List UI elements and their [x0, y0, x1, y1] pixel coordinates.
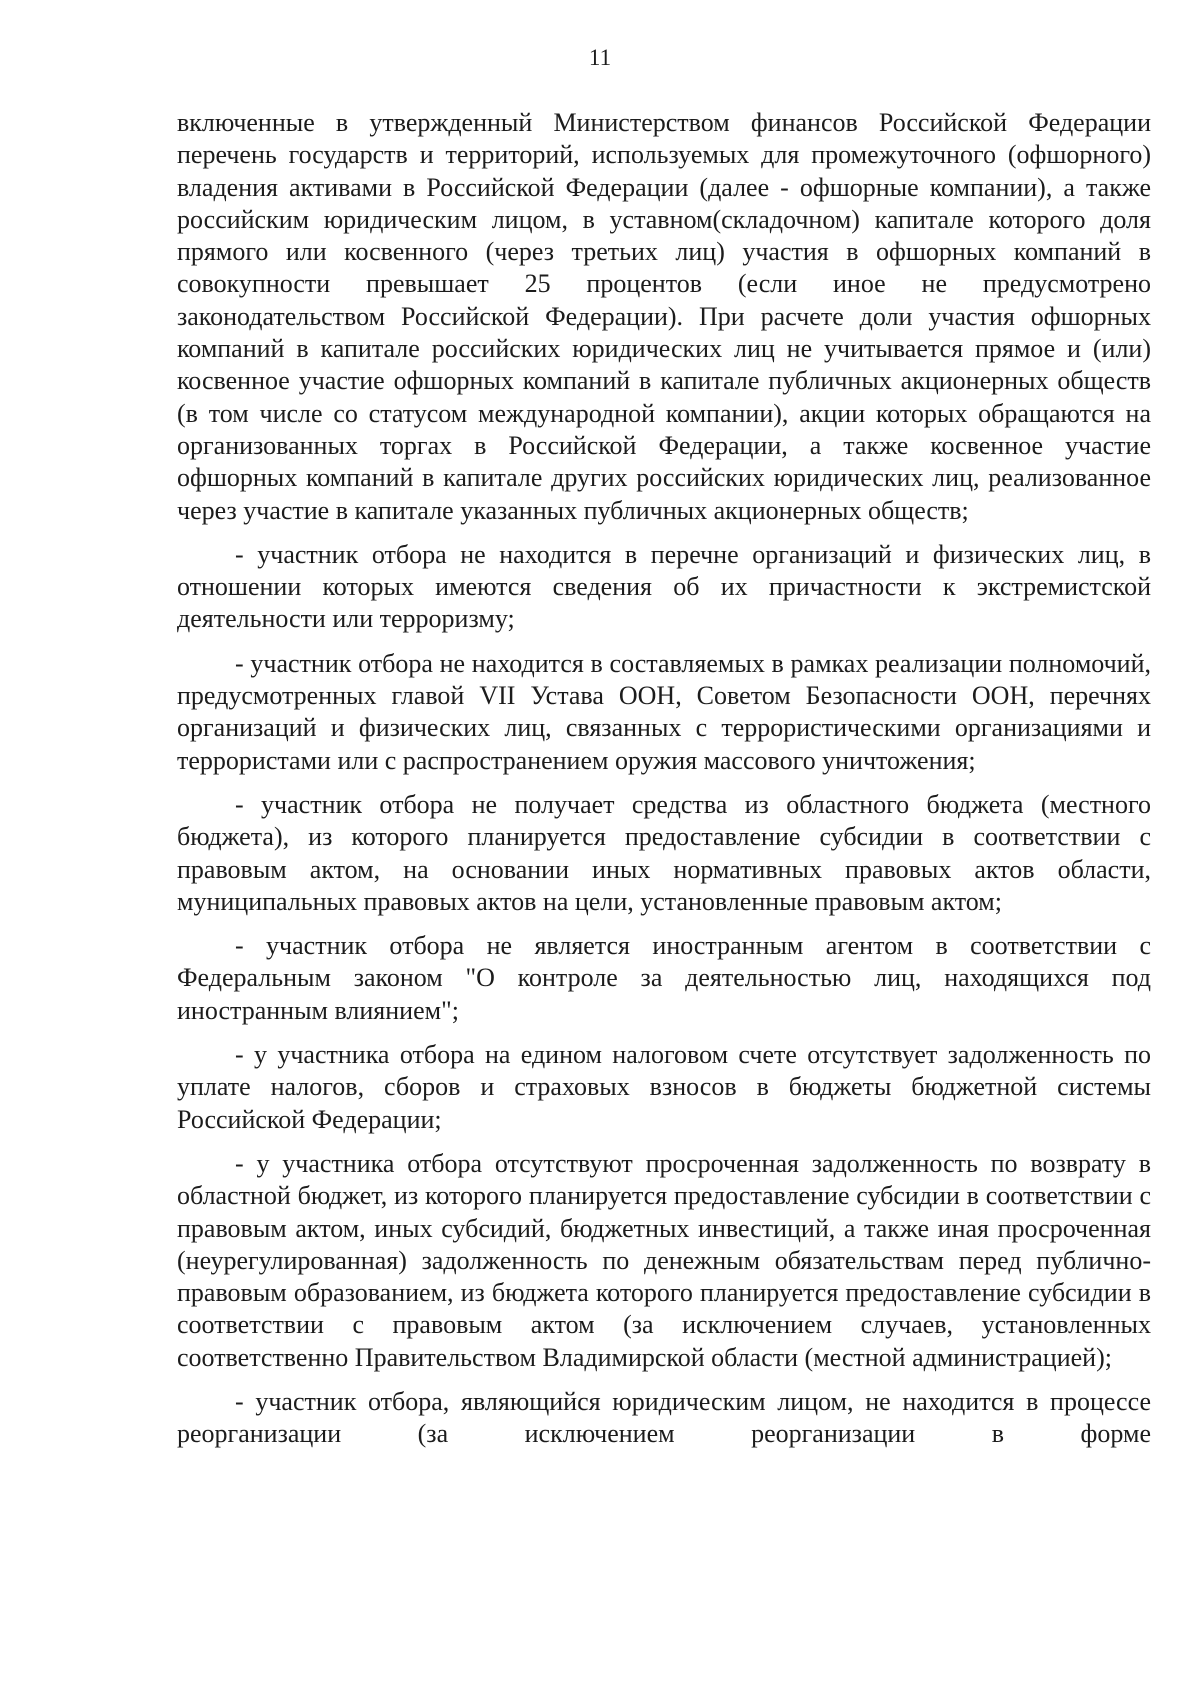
- paragraph-foreign-agent: - участник отбора не является иностранным агентом в соответствии с Федеральным законом "О контроле за деятельностью лиц, находящихся под иностранным влиянием";: [177, 931, 1151, 1025]
- paragraph-un-sanctions: - участник отбора не находится в составляемых в рамках реализации полномочий, предусмотренных главой VII Устава ООН, Советом Безопасности ООН, перечнях организаций и физических лиц, связанных с террористическими организациями и террористами или с распространением оружия массового уничтожения;: [177, 648, 1151, 775]
- paragraph-extremism: - участник отбора не находится в перечне организаций и физических лиц, в отношении которых имеются сведения об их причастности к экстремистской деятельности или терроризму;: [177, 539, 1151, 634]
- paragraph-reorganization: - участник отбора, являющийся юридическим лицом, не находится в процессе реорганизации (за исключением реорганизации в форме: [177, 1386, 1151, 1449]
- paragraph-overdue-debt: - у участника отбора отсутствуют просроченная задолженность по возврату в областной бюджет, из которого планируется предоставление субсидии в соответствии с правовым актом, иных субсидий, бюджетных инвестиций, а также иная просроченная (неурегулированная) задолженность по денежным обязательствам перед публично-правовым образованием, из бюджета которого планируется предоставление субсидии в соответствии с правовым актом (за исключением случаев, установленных соответственно Правительством Владимирской области (местной администрацией);: [177, 1148, 1151, 1372]
- paragraph-budget-funds: - участник отбора не получает средства из областного бюджета (местного бюджета), из которого планируется предоставление субсидии в соответствии с правовым актом, на основании иных нормативных правовых актов области, муниципальных правовых актов на цели, установленные правовым актом;: [177, 789, 1151, 916]
- page-number: 11: [588, 45, 612, 70]
- paragraph-offshore-continuation: включенные в утвержденный Министерством финансов Российской Федерации перечень государств и территорий, используемых для промежуточного (офшорного) владения активами в Российской Федерации (далее - офшорные компании), а также российским юридическим лицом, в уставном(складочном) капитале которого доля прямого или косвенного (через третьих лиц) участия в офшорных компаний в совокупности превышает 25 процентов (если иное не предусмотрено законодательством Российской Федерации). При расчете доли участия офшорных компаний в капитале российских юридических лиц не учитывается прямое и (или) косвенное участие офшорных компаний в капитале публичных акционерных обществ (в том числе со статусом международной компании), акции которых обращаются на организованных торгах в Российской Федерации, а также косвенное участие офшорных компаний в капитале других российских юридических лиц, реализованное через участие в капитале указанных публичных акционерных обществ;: [177, 108, 1151, 525]
- paragraph-tax-debt: - у участника отбора на едином налоговом счете отсутствует задолженность по уплате налогов, сборов и страховых взносов в бюджеты бюджетной системы Российской Федерации;: [177, 1040, 1151, 1134]
- document-body: [177, 107, 1151, 1451]
